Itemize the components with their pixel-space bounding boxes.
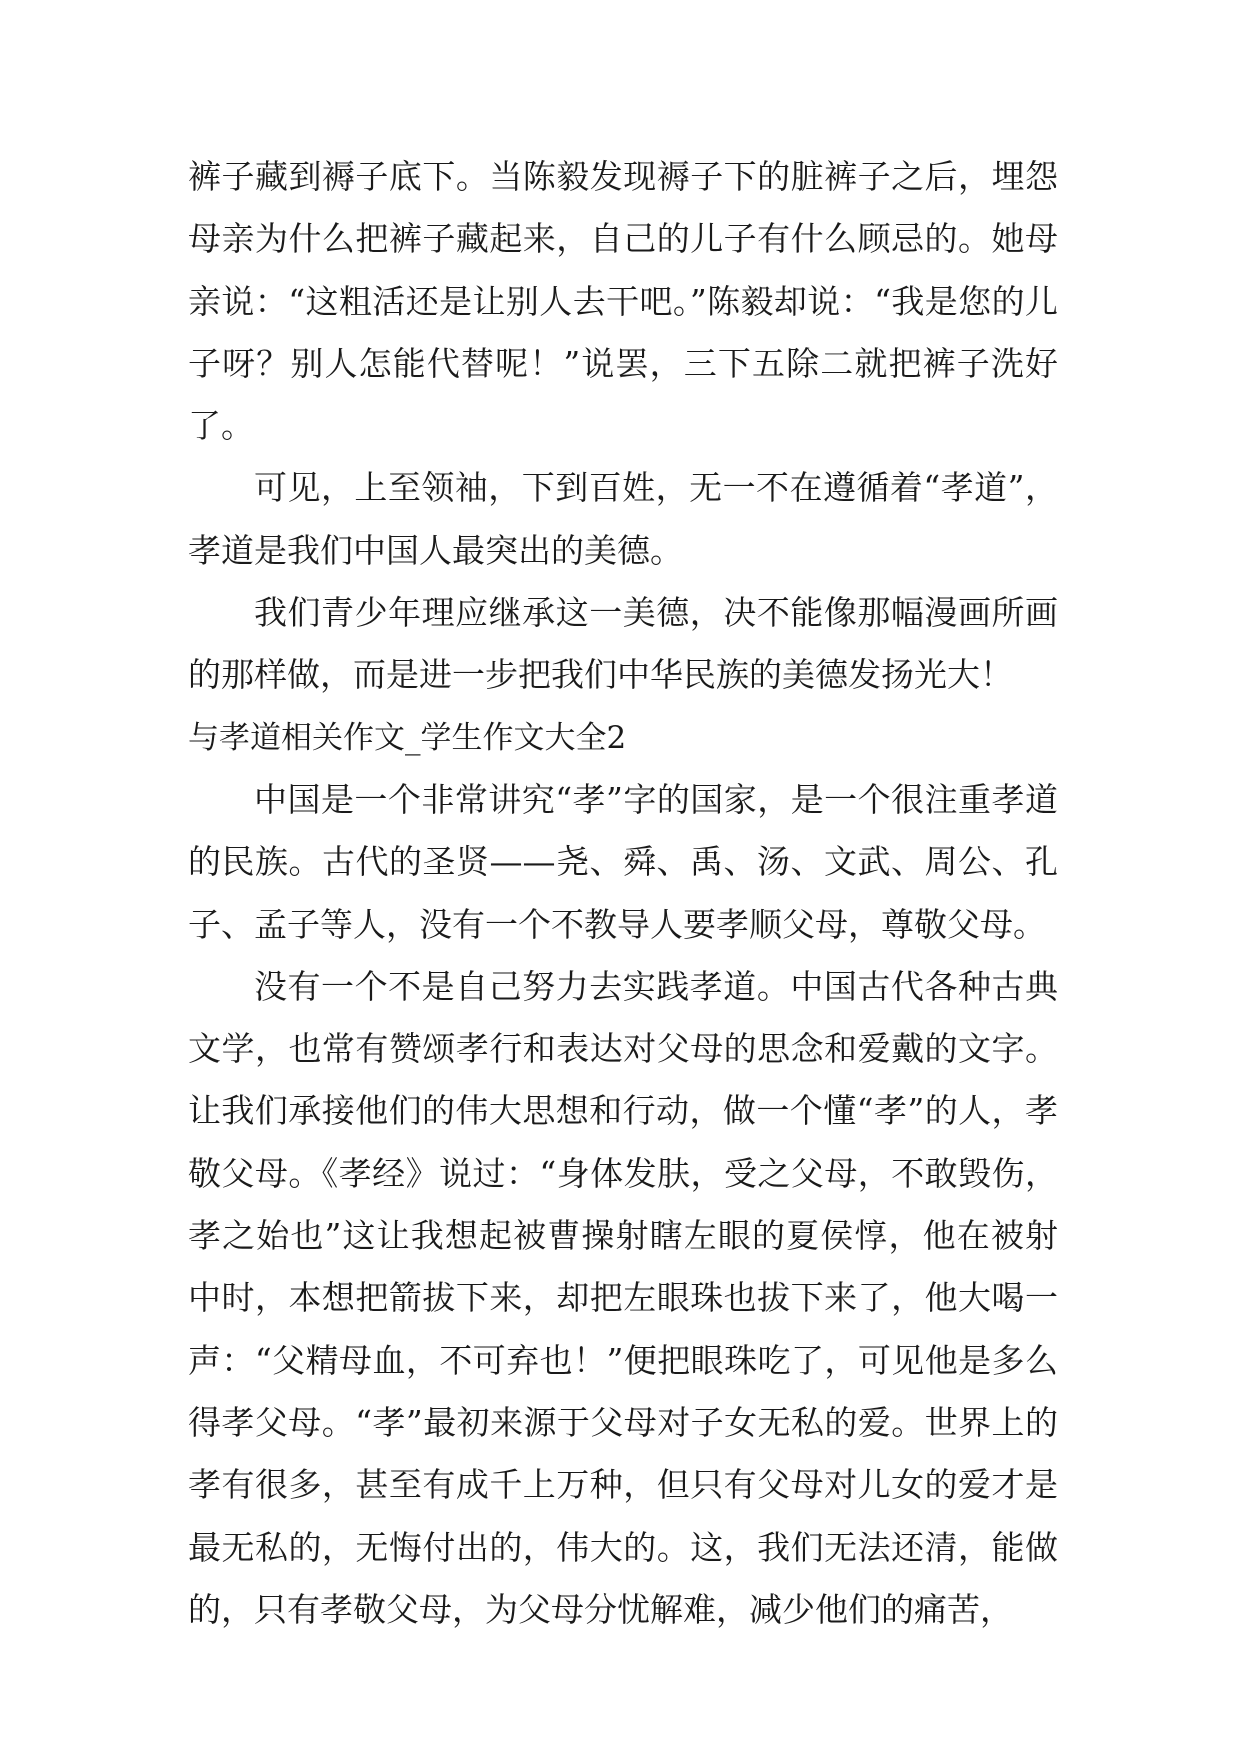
paragraph: 中国是一个非常讲究“孝”字的国家，是一个很注重孝道的民族。古代的圣贤——尧、舜、禹、汤、文武、周公、孔子、孟子等人，没有一个不教导人要孝顺父母，尊敬父母。	[188, 779, 1058, 944]
paragraph: 我们青少年理应继承这一美德，决不能像那幅漫画所画的那样做，而是进一步把我们中华民族的美德发扬光大！	[188, 593, 1058, 695]
paragraph: 裤子藏到褥子底下。当陈毅发现褥子下的脏裤子之后，埋怨母亲为什么把裤子藏起来，自己的儿子有什么顾忌的。她母亲说：“这粗活还是让别人去干吧。”陈毅却说：“我是您的儿子呀？别人怎能代替呢！”说罢，三下五除二就把裤子洗好了。	[188, 157, 1058, 446]
section-heading: 与孝道相关作文_学生作文大全2	[188, 719, 627, 756]
paragraph: 可见，上至领袖，下到百姓，无一不在遵循着“孝道”，孝道是我们中国人最突出的美德。	[188, 468, 1058, 570]
document-page	[188, 146, 1058, 1641]
paragraph: 没有一个不是自己努力去实践孝道。中国古代各种古典文学，也常有赞颂孝行和表达对父母的思念和爱戴的文字。让我们承接他们的伟大思想和行动，做一个懂“孝”的人，孝敬父母。《孝经》说过：“身体发肤，受之父母，不敢毁伤，孝之始也”这让我想起被曹操射瞎左眼的夏侯惇，他在被射中时，本想把箭拔下来，却把左眼珠也拔下来了，他大喝一声：“父精母血，不可弃也！”便把眼珠吃了，可见他是多么得孝父母。“孝”最初来源于父母对子女无私的爱。世界上的孝有很多，甚至有成千上万种，但只有父母对儿女的爱才是最无私的，无悔付出的，伟大的。这，我们无法还清，能做的，只有孝敬父母，为父母分忧解难，减少他们的痛苦，	[188, 966, 1058, 1629]
